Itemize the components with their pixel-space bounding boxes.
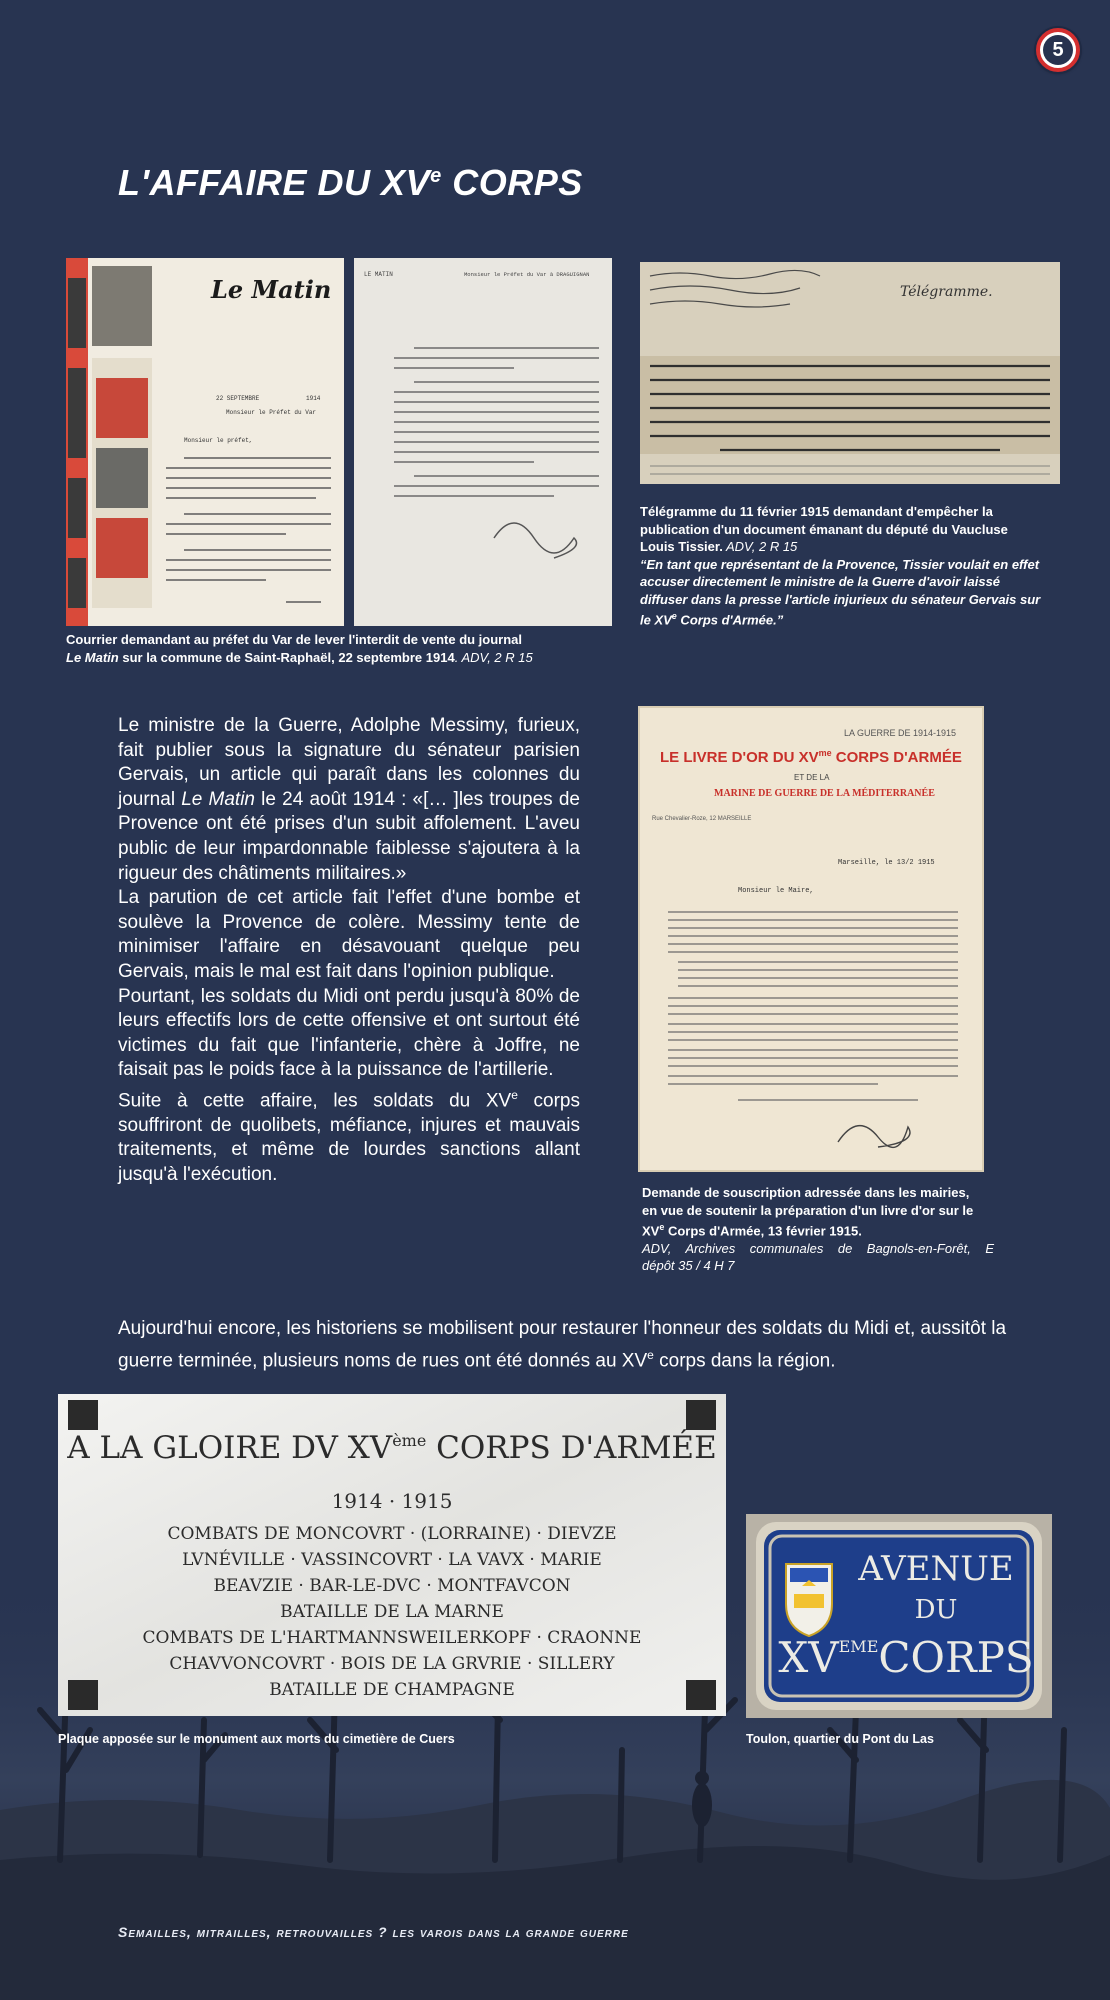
closing-end: corps dans la région. xyxy=(653,1350,836,1372)
body-p1-journal: Le Matin xyxy=(181,788,255,810)
le-matin-letter-date: 22 SEPTEMBRE xyxy=(216,395,260,402)
street-sign-line2: DU xyxy=(914,1595,958,1625)
livre-or-date: Marseille, le 13/2 1915 xyxy=(838,859,935,867)
caption-le-matin xyxy=(66,631,626,666)
closing-paragraph xyxy=(118,1316,1008,1374)
livre-or-heading-sup: me xyxy=(818,748,832,758)
page-title xyxy=(118,162,583,204)
street-sign-corps: CORPS xyxy=(878,1633,1034,1682)
caption-street-sign: Toulon, quartier du Pont du Las xyxy=(746,1732,934,1746)
livre-or-heading-rest: CORPS D'ARMÉE xyxy=(831,749,962,766)
plaque-line3: COMBATS DE MONCOVRT · (LORRAINE) · DIEVZE xyxy=(167,1524,617,1544)
caption-telegram-quote4b: Corps d'Armée.” xyxy=(676,612,784,628)
title-sup: e xyxy=(430,165,442,187)
le-matin-letter-right-photo xyxy=(354,258,612,626)
body-text xyxy=(118,714,580,1188)
caption-telegram-quote4sup: e xyxy=(671,611,677,621)
title-rest: CORPS xyxy=(441,162,583,203)
caption-le-matin-line1: Courrier demandant au préfet du Var de lever l'interdit de vente du journal xyxy=(66,632,523,647)
le-matin-letter-year: 1914 xyxy=(306,395,321,402)
caption-livre-or-line2: en vue de soutenir la préparation d'un livre d'or sur le xyxy=(642,1202,974,1218)
body-paragraph-1 xyxy=(118,714,580,886)
livre-or-top-right: LA GUERRE DE 1914-1915 xyxy=(844,728,957,738)
body-p4-sup: e xyxy=(511,1087,518,1102)
caption-telegram-line1: Télégramme du 11 février 1915 demandant d'empêcher la xyxy=(640,504,993,519)
livre-or-heading xyxy=(660,748,962,766)
body-p4-start: Suite à cette affaire, les soldats du XV xyxy=(118,1090,512,1112)
caption-livre-or-line1: Demande de souscription adressée dans les mairies, xyxy=(642,1185,970,1200)
plaque-years: 1914 · 1915 xyxy=(331,1489,453,1513)
telegram-photo xyxy=(640,262,1060,484)
street-sign-photo xyxy=(746,1514,1052,1718)
body-p1-end: le 24 août 1914 : «[… ]les troupes de Provence ont été prises d'un subit affolement. L'aveu public de leur impardonnable faiblesse s'ajoutera à la rigueur des châtiments militaires.» xyxy=(118,788,580,884)
body-p1-start: Le ministre de la Guerre, Adolphe Messimy, furieux, fait publier sous la signature du sénateur parisien Gervais, un article qui paraît dans les colonnes du journal xyxy=(118,715,580,810)
body-p4-end: corps souffriront de quolibets, méfiance, injures et mauvais traitements, et même de lourdes sanctions allant jusqu'à l'exécution. xyxy=(118,1090,580,1186)
closing-sup: e xyxy=(647,1348,654,1362)
caption-livre-or xyxy=(642,1184,994,1275)
body-paragraph-2: La parution de cet article fait l'effet d'une bombe et soulève la Provence de colère. Messimy tente de minimiser l'affaire en désavouant quelque peu Gervais, mais le mal est fait dans l'opinion publique. xyxy=(118,887,580,982)
caption-telegram-quote1: “En tant que représentant de la Provence, Tissier voulait en effet xyxy=(640,556,1040,572)
plaque-line7: COMBATS DE L'HARTMANNSWEILERKOPF · CRAONNE xyxy=(142,1628,642,1648)
livre-or-salutation: Monsieur le Maire, xyxy=(738,887,814,895)
page-number-badge xyxy=(1036,28,1080,72)
livre-or-address: Rue Chevalier-Roze, 12 MARSEILLE xyxy=(652,816,752,822)
livre-or-sub1: ET DE LA xyxy=(794,773,830,782)
le-matin-right-header: LE MATIN xyxy=(364,271,393,278)
coat-of-arms-icon xyxy=(786,1564,832,1636)
plaque-line8: CHAVVONCOVRT · BOIS DE LA GRVRIE · SILLERY xyxy=(169,1654,615,1674)
caption-telegram-quote2: accuser directement le ministre de la Guerre d'avoir laissé xyxy=(640,574,1001,589)
caption-telegram-quote3: diffuser dans la presse l'article injurieux du sénateur Gervais sur xyxy=(640,591,1041,607)
street-sign-line3 xyxy=(778,1633,1033,1682)
page-number: 5 xyxy=(1043,35,1073,65)
caption-le-matin-ref: . ADV, 2 R 15 xyxy=(454,649,533,665)
caption-le-matin-journal: Le Matin xyxy=(66,649,119,665)
le-matin-masthead: Le Matin xyxy=(211,275,332,304)
le-matin-letter-salutation: Monsieur le préfet, xyxy=(184,437,253,444)
plaque-line1-main: A LA GLOIRE DV XV xyxy=(67,1430,393,1466)
body-paragraph-4 xyxy=(118,1083,580,1188)
caption-livre-or-ref2: dépôt 35 / 4 H 7 xyxy=(642,1258,735,1274)
street-sign-eme: EME xyxy=(838,1637,879,1656)
caption-telegram xyxy=(640,503,1080,629)
plaque-photo xyxy=(58,1394,726,1716)
plaque-line5: BEAVZIE · BAR-LE-DVC · MONTFAVCON xyxy=(213,1576,571,1596)
street-sign-xv: XV xyxy=(778,1633,839,1682)
livre-or-document-photo xyxy=(638,706,984,1172)
le-matin-right-addressee: Monsieur le Préfet du Var à DRAGUIGNAN xyxy=(464,271,590,278)
caption-livre-or-line3b: Corps d'Armée, 13 février 1915. xyxy=(664,1223,862,1239)
body-paragraph-3: Pourtant, les soldats du Midi ont perdu jusqu'à 80% de leurs effectifs lors de cette offensive et ont surtout été victimes du fait que l'infanterie, chère à Joffre, ne faisait pas le poids face à la puissance de l'artillerie. xyxy=(118,985,580,1081)
caption-livre-or-line3sup: e xyxy=(659,1222,665,1232)
closing-start: Aujourd'hui encore, les historiens se mobilisent pour restaurer l'honneur des soldats du Midi et, aussitôt la guerre terminée, plusieurs noms de rues ont été donnés au XV xyxy=(118,1318,1007,1372)
caption-plaque: Plaque apposée sur le monument aux morts du cimetière de Cuers xyxy=(58,1732,455,1746)
plaque-line9: BATAILLE DE CHAMPAGNE xyxy=(269,1680,515,1700)
street-sign-line1: AVENUE xyxy=(858,1549,1014,1589)
title-main: L'AFFAIRE DU XV xyxy=(118,162,431,203)
le-matin-letter-addressee: Monsieur le Préfet du Var xyxy=(226,409,317,416)
caption-le-matin-line2: sur la commune de Saint-Raphaël, 22 septembre 1914 xyxy=(118,649,455,665)
caption-telegram-line3: Louis Tissier. xyxy=(640,539,723,554)
caption-telegram-quote4a: le XV xyxy=(640,612,672,628)
livre-or-heading-main: LE LIVRE D'OR DU XV xyxy=(660,749,819,766)
caption-livre-or-ref1: ADV, Archives communales de Bagnols-en-Forêt, E xyxy=(642,1240,994,1256)
plaque-line1-rest: CORPS D'ARMÉE xyxy=(426,1430,717,1466)
footer-series-title: Semailles, mitrailles, retrouvailles ? les varois dans la grande guerre xyxy=(118,1924,629,1940)
le-matin-letter-left-photo xyxy=(66,258,344,626)
telegram-heading: Télégramme. xyxy=(900,284,993,300)
caption-livre-or-line3a: XV xyxy=(642,1223,660,1239)
caption-telegram-line2: publication d'un document émanant du député du Vaucluse xyxy=(640,521,1008,537)
plaque-line1 xyxy=(66,1428,716,1466)
plaque-line1-sup: ème xyxy=(392,1431,427,1450)
plaque-line4: LVNÉVILLE · VASSINCOVRT · LA VAVX · MARIE xyxy=(182,1550,602,1570)
livre-or-sub2: MARINE DE GUERRE DE LA MÉDITERRANÉE xyxy=(714,788,935,799)
caption-telegram-ref: ADV, 2 R 15 xyxy=(722,539,798,554)
plaque-line6: BATAILLE DE LA MARNE xyxy=(280,1602,504,1622)
